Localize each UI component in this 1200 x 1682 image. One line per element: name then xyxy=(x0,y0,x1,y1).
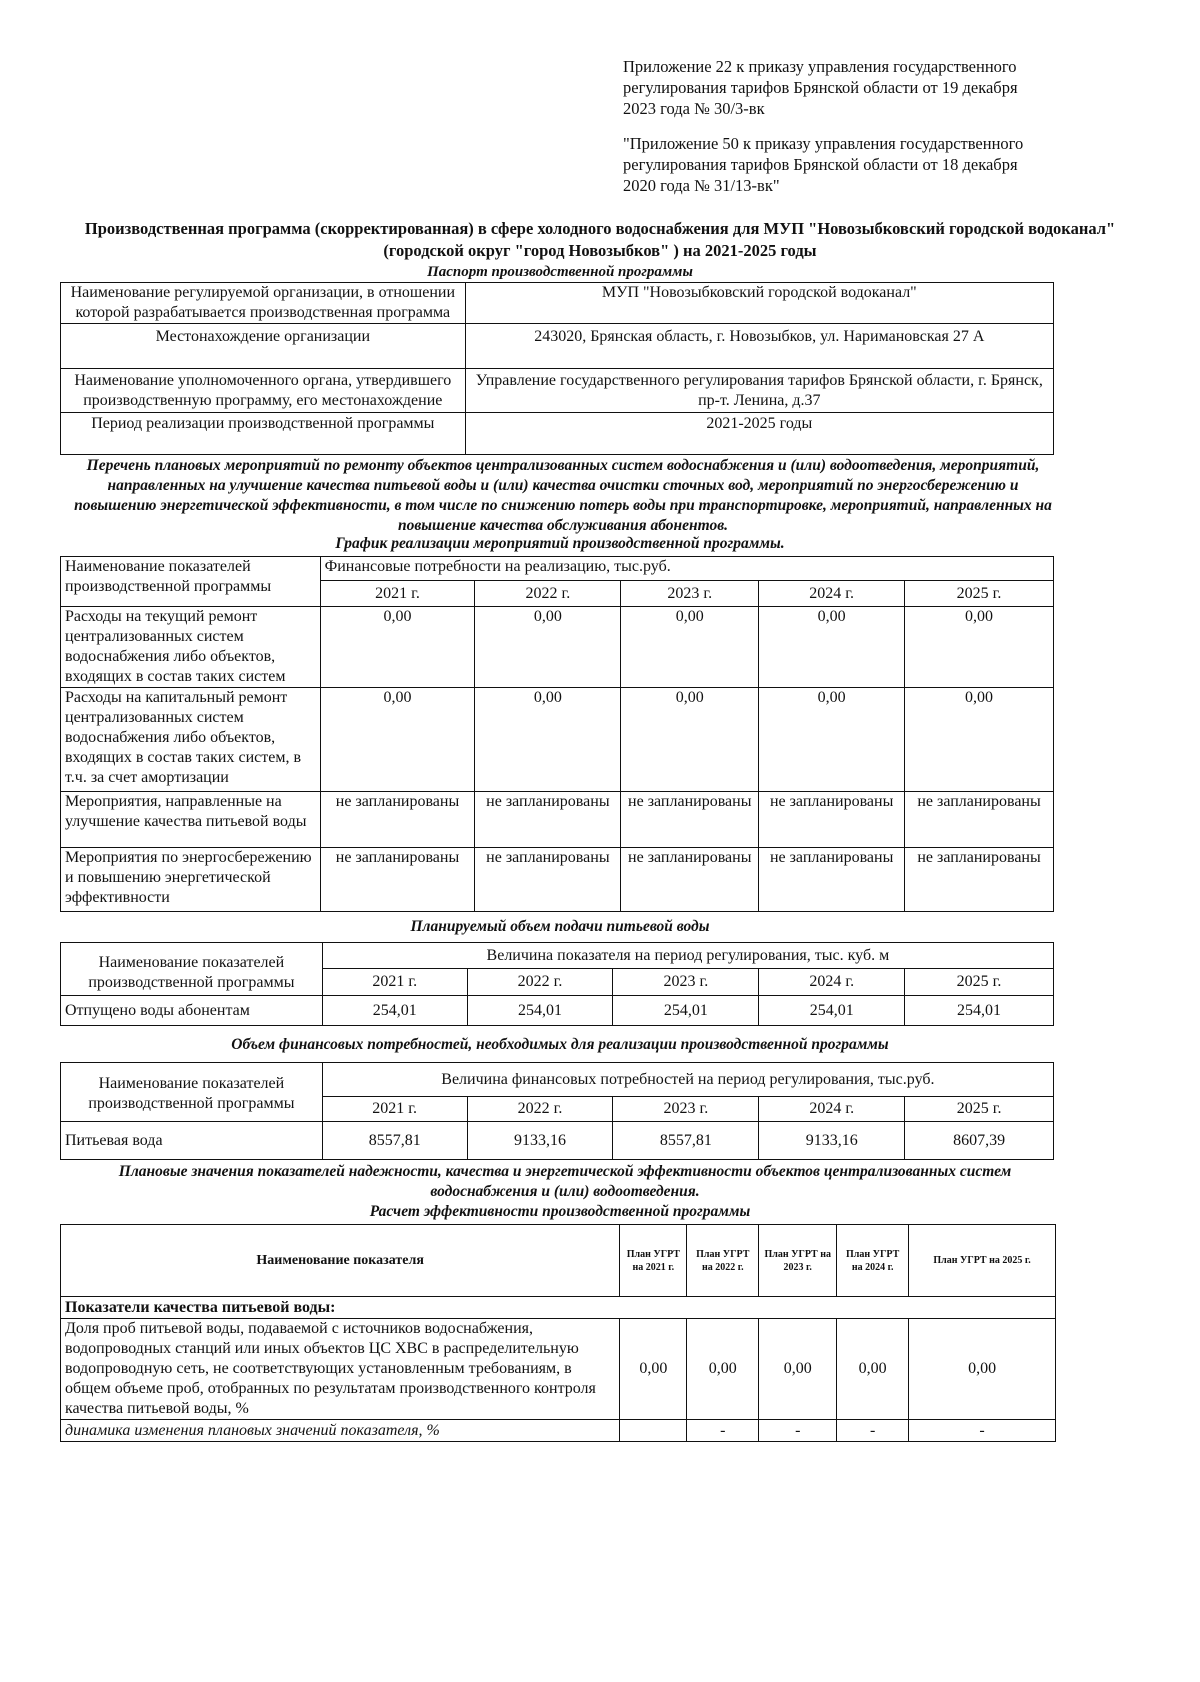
passport-caption: Паспорт производственной программы xyxy=(427,264,693,280)
finance-header-name: Наименование показателей производственной программы xyxy=(61,1063,323,1122)
title-line-1: Производственная программа (скорректированная) в сфере холодного водоснабжения для МУП "Новозыбковский городской водоканал" xyxy=(84,219,1116,238)
section-row xyxy=(61,1297,1056,1319)
appendix-note-1: Приложение 22 к приказу управления государственного регулирования тарифов Брянской области от 19 декабря 2023 года № 30/3-вк xyxy=(623,57,1018,118)
value-cell: 0,00 xyxy=(620,1319,687,1420)
value-cell: 8557,81 xyxy=(322,1122,467,1160)
plan-header: План УГРТ на 2024 г. xyxy=(837,1225,909,1297)
plan-header: План УГРТ на 2021 г. xyxy=(620,1225,687,1297)
year-cell: 2022 г. xyxy=(475,581,621,607)
efficiency-header-row xyxy=(61,1225,1056,1297)
passport-value: 2021-2025 годы xyxy=(465,413,1053,455)
finance-header-val: Величина финансовых потребностей на период регулирования, тыс.руб. xyxy=(322,1063,1053,1097)
value-cell: не запланированы xyxy=(905,848,1054,912)
year-cell: 2021 г. xyxy=(322,969,467,996)
value-cell: - xyxy=(909,1420,1056,1442)
plan-header: План УГРТ на 2025 г. xyxy=(909,1225,1056,1297)
passport-label: Наименование уполномоченного органа, утвердившего производственную программу, его местонахождение xyxy=(61,369,466,413)
value-cell: 254,01 xyxy=(467,996,613,1026)
value-cell: - xyxy=(687,1420,759,1442)
volume-header-name: Наименование показателей производственной программы xyxy=(61,943,323,996)
plan-header: План УГРТ на 2022 г. xyxy=(687,1225,759,1297)
year-cell: 2021 г. xyxy=(320,581,475,607)
volume-header-row xyxy=(61,943,1054,969)
value-cell: не запланированы xyxy=(759,848,905,912)
value-cell: не запланированы xyxy=(475,848,621,912)
passport-row xyxy=(61,369,1054,413)
value-cell: 0,00 xyxy=(320,607,475,688)
row-name: Доля проб питьевой воды, подаваемой с источников водоснабжения, водопроводных станций или иных объектов ЦС ХВС в распределительную водопроводную сеть, не соответствующих установленным требованиям, в общем объеме проб, отобранных по результатам производственного контроля качества питьевой воды, % xyxy=(61,1319,620,1420)
year-cell: 2021 г. xyxy=(322,1097,467,1122)
value-cell: не запланированы xyxy=(905,792,1054,848)
passport-row xyxy=(61,324,1054,369)
efficiency-subcaption: Расчет эффективности производственной программы xyxy=(369,1203,751,1220)
efficiency-table xyxy=(60,1224,1056,1442)
value-cell: 0,00 xyxy=(621,688,759,792)
value-cell: 0,00 xyxy=(759,607,905,688)
value-cell: - xyxy=(837,1420,909,1442)
passport-table xyxy=(60,282,1054,455)
passport-value: Управление государственного регулирования тарифов Брянской области, г. Брянск, пр-т. Ленина, д.37 xyxy=(465,369,1053,413)
value-cell: не запланированы xyxy=(759,792,905,848)
passport-row xyxy=(61,283,1054,324)
table-row xyxy=(61,688,1054,792)
value-cell: 254,01 xyxy=(905,996,1054,1026)
title-line-2: (городской округ "город Новозыбков" ) на 2021-2025 годы xyxy=(383,241,817,260)
volume-header-val: Величина показателя на период регулирования, тыс. куб. м xyxy=(322,943,1053,969)
row-name: Расходы на текущий ремонт централизованных систем водоснабжения либо объектов, входящих в состав таких систем xyxy=(61,607,321,688)
passport-value: 243020, Брянская область, г. Новозыбков, ул. Наримановская 27 А xyxy=(465,324,1053,369)
value-cell: не запланированы xyxy=(320,848,475,912)
table-row xyxy=(61,1122,1054,1160)
value-cell: не запланированы xyxy=(621,848,759,912)
section-title: Показатели качества питьевой воды: xyxy=(61,1297,1056,1319)
value-cell: 254,01 xyxy=(613,996,759,1026)
table-row xyxy=(61,607,1054,688)
value-cell: 9133,16 xyxy=(467,1122,613,1160)
row-name: Отпущено воды абонентам xyxy=(61,996,323,1026)
value-cell: не запланированы xyxy=(320,792,475,848)
value-cell: 0,00 xyxy=(475,607,621,688)
volume-caption: Планируемый объем подачи питьевой воды xyxy=(410,918,710,935)
efficiency-header-name: Наименование показателя xyxy=(61,1225,620,1297)
efficiency-caption: Плановые значения показателей надежности, качества и энергетической эффективности объектов централизованных систем водоснабжения и (или) водоотведения. xyxy=(118,1163,1012,1200)
year-cell: 2022 г. xyxy=(467,969,613,996)
table-row xyxy=(61,848,1054,912)
value-cell: 0,00 xyxy=(759,1319,837,1420)
row-name: Мероприятия, направленные на улучшение качества питьевой воды xyxy=(61,792,321,848)
finance-table xyxy=(60,1062,1054,1160)
value-cell: 0,00 xyxy=(909,1319,1056,1420)
row-name: Мероприятия по энергосбережению и повышению энергетической эффективности xyxy=(61,848,321,912)
document-title xyxy=(60,218,1140,262)
measures-table xyxy=(60,556,1054,912)
value-cell: 0,00 xyxy=(687,1319,759,1420)
row-name: Расходы на капитальный ремонт централизованных систем водоснабжения либо объектов, входящих в состав таких систем, в т.ч. за счет амортизации xyxy=(61,688,321,792)
value-cell: 8557,81 xyxy=(613,1122,759,1160)
passport-label: Наименование регулируемой организации, в отношении которой разрабатывается производственная программа xyxy=(61,283,466,324)
measures-header-row xyxy=(61,557,1054,581)
measures-caption: Перечень плановых мероприятий по ремонту объектов централизованных систем водоснабжения и (или) водоотведения, мероприятий, направленных на улучшение качества питьевой воды и (или) качества очистки сточных вод, мероприятий по энергосбережению и повышению энергетической эффективности, в том числе по снижению потерь воды при транспортировке, мероприятий, направленных на повышение качества обслуживания абонентов. xyxy=(74,457,1052,534)
passport-label: Местонахождение организации xyxy=(61,324,466,369)
value-cell: не запланированы xyxy=(475,792,621,848)
year-cell: 2025 г. xyxy=(905,581,1054,607)
volume-table xyxy=(60,942,1054,1026)
table-row xyxy=(61,792,1054,848)
value-cell: 8607,39 xyxy=(905,1122,1054,1160)
row-name: динамика изменения плановых значений показателя, % xyxy=(61,1420,620,1442)
value-cell: 0,00 xyxy=(320,688,475,792)
year-cell: 2024 г. xyxy=(759,1097,905,1122)
year-cell: 2025 г. xyxy=(905,1097,1054,1122)
year-cell: 2024 г. xyxy=(759,581,905,607)
value-cell: - xyxy=(759,1420,837,1442)
value-cell: 0,00 xyxy=(837,1319,909,1420)
value-cell: 0,00 xyxy=(905,688,1054,792)
value-cell: 254,01 xyxy=(759,996,905,1026)
value-cell: 0,00 xyxy=(905,607,1054,688)
measures-header-name: Наименование показателей производственной программы xyxy=(61,557,321,607)
year-cell: 2023 г. xyxy=(621,581,759,607)
value-cell: 9133,16 xyxy=(759,1122,905,1160)
finance-header-row xyxy=(61,1063,1054,1097)
value-cell: 0,00 xyxy=(475,688,621,792)
value-cell: 254,01 xyxy=(322,996,467,1026)
table-row xyxy=(61,996,1054,1026)
value-cell: 0,00 xyxy=(621,607,759,688)
year-cell: 2022 г. xyxy=(467,1097,613,1122)
year-cell: 2023 г. xyxy=(613,1097,759,1122)
table-row xyxy=(61,1319,1056,1420)
passport-value: МУП "Новозыбковский городской водоканал" xyxy=(465,283,1053,324)
value-cell: не запланированы xyxy=(621,792,759,848)
year-cell: 2024 г. xyxy=(759,969,905,996)
year-cell: 2025 г. xyxy=(905,969,1054,996)
row-name: Питьевая вода xyxy=(61,1122,323,1160)
passport-label: Период реализации производственной программы xyxy=(61,413,466,455)
plan-header: План УГРТ на 2023 г. xyxy=(759,1225,837,1297)
value-cell xyxy=(620,1420,687,1442)
table-row xyxy=(61,1420,1056,1442)
value-cell: 0,00 xyxy=(759,688,905,792)
measures-header-fin: Финансовые потребности на реализацию, тыс.руб. xyxy=(320,557,1053,581)
year-cell: 2023 г. xyxy=(613,969,759,996)
passport-row xyxy=(61,413,1054,455)
finance-caption: Объем финансовых потребностей, необходимых для реализации производственной программы xyxy=(231,1036,889,1053)
appendix-note-2: "Приложение 50 к приказу управления государственного регулирования тарифов Брянской области от 18 декабря 2020 года № 31/13-вк" xyxy=(623,134,1024,195)
schedule-caption: График реализации мероприятий производственной программы. xyxy=(335,535,785,552)
